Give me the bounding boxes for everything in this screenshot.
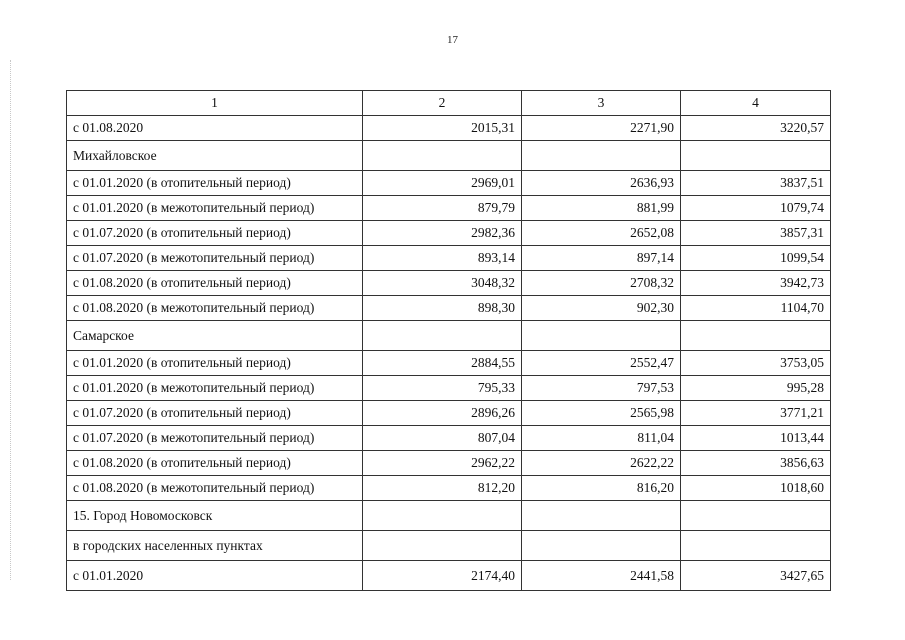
table-row [67,476,831,501]
row-label: с 01.07.2020 (в отопительный период) [67,221,363,246]
row-label: с 01.08.2020 (в межотопительный период) [67,476,363,501]
value-col-2 [363,501,522,531]
value-col-2: 3048,32 [363,271,522,296]
section-row [67,501,831,531]
value-col-3: 2636,93 [522,171,681,196]
value-col-3: 2622,22 [522,451,681,476]
value-col-2: 879,79 [363,196,522,221]
header-cell-4: 4 [681,91,831,116]
table-header-row [67,91,831,116]
value-col-4: 995,28 [681,376,831,401]
table-row [67,221,831,246]
value-col-2: 812,20 [363,476,522,501]
table-row [67,116,831,141]
row-label: с 01.07.2020 (в межотопительный период) [67,246,363,271]
value-col-4: 1079,74 [681,196,831,221]
row-label: с 01.07.2020 (в отопительный период) [67,401,363,426]
table-row [67,246,831,271]
value-col-4: 1013,44 [681,426,831,451]
value-col-2: 2969,01 [363,171,522,196]
row-label: с 01.08.2020 (в отопительный период) [67,271,363,296]
table-row [67,196,831,221]
table-row [67,561,831,591]
table-row [67,426,831,451]
value-col-2: 2015,31 [363,116,522,141]
page-number: 17 [447,34,458,46]
value-col-4: 1099,54 [681,246,831,271]
value-col-3: 816,20 [522,476,681,501]
row-label: с 01.08.2020 [67,116,363,141]
value-col-2 [363,531,522,561]
row-label: с 01.01.2020 [67,561,363,591]
value-col-3: 902,30 [522,296,681,321]
value-col-4: 3857,31 [681,221,831,246]
value-col-2: 2884,55 [363,351,522,376]
tariff-table [66,90,831,591]
value-col-3: 2552,47 [522,351,681,376]
value-col-2: 795,33 [363,376,522,401]
value-col-4 [681,531,831,561]
header-cell-2: 2 [363,91,522,116]
value-col-3: 897,14 [522,246,681,271]
table-row [67,351,831,376]
value-col-4 [681,141,831,171]
value-col-2: 2962,22 [363,451,522,476]
value-col-3: 797,53 [522,376,681,401]
table-row [67,401,831,426]
row-label: с 01.08.2020 (в отопительный период) [67,451,363,476]
value-col-2: 893,14 [363,246,522,271]
value-col-3: 881,99 [522,196,681,221]
value-col-4: 3771,21 [681,401,831,426]
row-label: с 01.01.2020 (в межотопительный период) [67,196,363,221]
value-col-3: 2441,58 [522,561,681,591]
value-col-2: 807,04 [363,426,522,451]
value-col-4: 3427,65 [681,561,831,591]
value-col-3 [522,531,681,561]
value-col-3: 811,04 [522,426,681,451]
table-row [67,271,831,296]
value-col-3: 2565,98 [522,401,681,426]
table-row [67,451,831,476]
section-row [67,531,831,561]
row-label: с 01.07.2020 (в межотопительный период) [67,426,363,451]
row-label: с 01.01.2020 (в отопительный период) [67,171,363,196]
value-col-3 [522,501,681,531]
header-cell-3: 3 [522,91,681,116]
table-row [67,296,831,321]
value-col-4: 1104,70 [681,296,831,321]
value-col-2: 2174,40 [363,561,522,591]
row-label: с 01.01.2020 (в межотопительный период) [67,376,363,401]
section-label: Самарское [67,321,363,351]
value-col-4 [681,501,831,531]
value-col-2: 2982,36 [363,221,522,246]
section-row [67,141,831,171]
section-label: Михайловское [67,141,363,171]
value-col-2 [363,321,522,351]
table-row [67,171,831,196]
value-col-3 [522,321,681,351]
row-label: с 01.08.2020 (в межотопительный период) [67,296,363,321]
value-col-4 [681,321,831,351]
value-col-4: 3942,73 [681,271,831,296]
value-col-3: 2652,08 [522,221,681,246]
table-row [67,376,831,401]
scan-margin-marks [10,60,13,580]
value-col-4: 3220,57 [681,116,831,141]
value-col-3 [522,141,681,171]
value-col-4: 3856,63 [681,451,831,476]
value-col-2 [363,141,522,171]
value-col-4: 3837,51 [681,171,831,196]
value-col-2: 2896,26 [363,401,522,426]
header-cell-1: 1 [67,91,363,116]
value-col-4: 3753,05 [681,351,831,376]
value-col-3: 2271,90 [522,116,681,141]
section-label: в городских населенных пунктах [67,531,363,561]
value-col-4: 1018,60 [681,476,831,501]
row-label: с 01.01.2020 (в отопительный период) [67,351,363,376]
value-col-2: 898,30 [363,296,522,321]
value-col-3: 2708,32 [522,271,681,296]
section-row [67,321,831,351]
section-label: 15. Город Новомосковск [67,501,363,531]
